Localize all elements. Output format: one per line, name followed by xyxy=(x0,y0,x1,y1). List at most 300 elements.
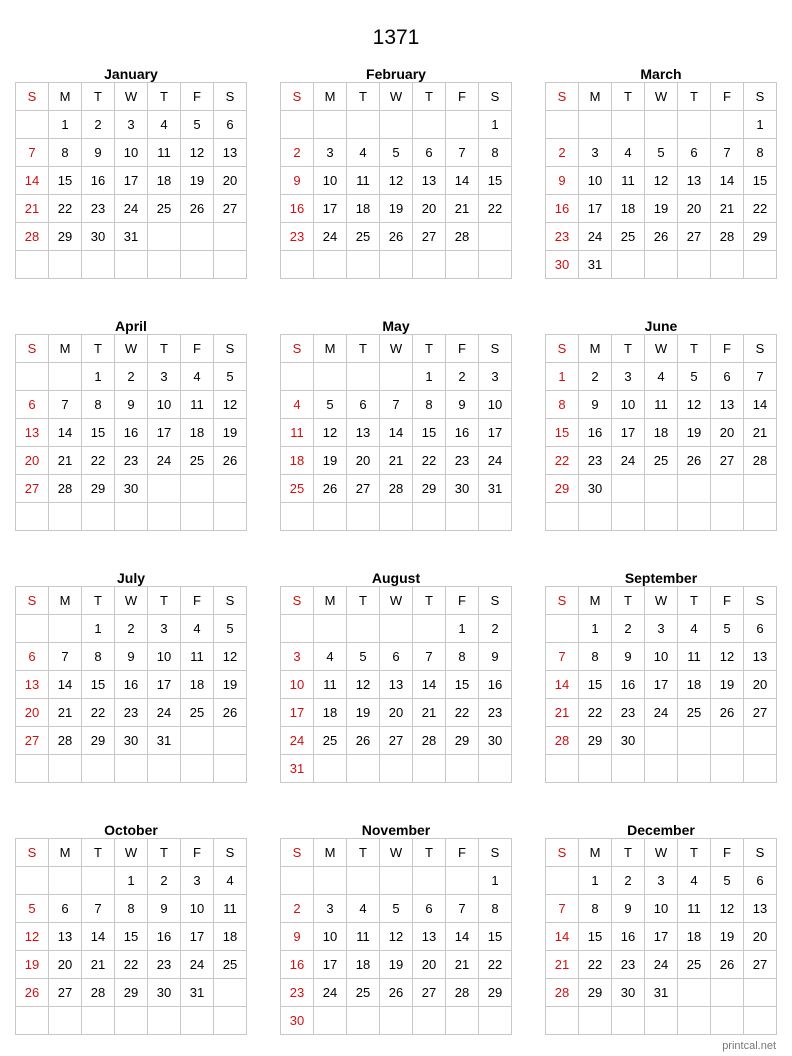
day-cell: 16 xyxy=(446,419,479,447)
day-cell: 1 xyxy=(446,615,479,643)
month-october xyxy=(15,820,247,1035)
day-cell: 5 xyxy=(678,363,711,391)
day-cell: 11 xyxy=(347,167,380,195)
week-row xyxy=(281,139,512,167)
week-row xyxy=(16,867,247,895)
empty-cell xyxy=(479,251,512,279)
weekday-header: S xyxy=(281,587,314,615)
day-cell: 10 xyxy=(579,167,612,195)
empty-cell xyxy=(380,111,413,139)
empty-cell xyxy=(612,251,645,279)
month-table xyxy=(15,82,247,279)
empty-cell xyxy=(380,503,413,531)
empty-cell xyxy=(579,111,612,139)
weekday-header-row xyxy=(546,83,777,111)
day-cell: 19 xyxy=(314,447,347,475)
weekday-header: T xyxy=(413,587,446,615)
empty-cell xyxy=(214,755,247,783)
day-cell: 21 xyxy=(546,951,579,979)
empty-cell xyxy=(181,727,214,755)
week-row xyxy=(16,503,247,531)
week-row xyxy=(16,895,247,923)
month-name: June xyxy=(644,318,678,334)
week-row xyxy=(16,391,247,419)
weekday-header: S xyxy=(479,587,512,615)
week-row xyxy=(546,615,777,643)
day-cell: 12 xyxy=(181,139,214,167)
day-cell: 22 xyxy=(115,951,148,979)
weekday-header: W xyxy=(380,335,413,363)
day-cell: 2 xyxy=(479,615,512,643)
weekday-header: M xyxy=(314,83,347,111)
day-cell: 25 xyxy=(347,979,380,1007)
day-cell: 1 xyxy=(579,867,612,895)
empty-cell xyxy=(281,867,314,895)
empty-cell xyxy=(82,867,115,895)
day-cell: 30 xyxy=(579,475,612,503)
empty-cell xyxy=(214,503,247,531)
day-cell: 30 xyxy=(281,1007,314,1035)
day-cell: 19 xyxy=(678,419,711,447)
week-row xyxy=(16,755,247,783)
day-cell: 29 xyxy=(446,727,479,755)
day-cell: 9 xyxy=(479,643,512,671)
weekday-header: S xyxy=(16,587,49,615)
weekday-header: T xyxy=(678,839,711,867)
day-cell: 13 xyxy=(413,923,446,951)
day-cell: 29 xyxy=(579,979,612,1007)
empty-cell xyxy=(347,503,380,531)
day-cell: 10 xyxy=(148,643,181,671)
day-cell: 20 xyxy=(744,923,777,951)
week-row xyxy=(281,167,512,195)
empty-cell xyxy=(49,363,82,391)
day-cell: 31 xyxy=(181,979,214,1007)
day-cell: 9 xyxy=(281,167,314,195)
day-cell: 10 xyxy=(281,671,314,699)
empty-cell xyxy=(612,1007,645,1035)
day-cell: 3 xyxy=(579,139,612,167)
weekday-header: S xyxy=(744,587,777,615)
day-cell: 24 xyxy=(645,699,678,727)
weekday-header: S xyxy=(479,839,512,867)
weekday-header: T xyxy=(612,839,645,867)
week-row xyxy=(546,643,777,671)
day-cell: 16 xyxy=(115,419,148,447)
day-cell: 28 xyxy=(744,447,777,475)
day-cell: 26 xyxy=(181,195,214,223)
weekday-header: S xyxy=(546,839,579,867)
empty-cell xyxy=(446,867,479,895)
day-cell: 1 xyxy=(479,867,512,895)
empty-cell xyxy=(612,755,645,783)
empty-cell xyxy=(181,223,214,251)
day-cell: 22 xyxy=(479,951,512,979)
day-cell: 7 xyxy=(546,643,579,671)
day-cell: 11 xyxy=(612,167,645,195)
day-cell: 16 xyxy=(115,671,148,699)
day-cell: 2 xyxy=(281,895,314,923)
week-row xyxy=(16,1007,247,1035)
day-cell: 27 xyxy=(744,699,777,727)
day-cell: 30 xyxy=(546,251,579,279)
day-cell: 25 xyxy=(314,727,347,755)
weekday-header: W xyxy=(645,83,678,111)
empty-cell xyxy=(645,111,678,139)
weekday-header: S xyxy=(281,83,314,111)
weekday-header: M xyxy=(49,335,82,363)
weekday-header: M xyxy=(314,839,347,867)
day-cell: 28 xyxy=(546,979,579,1007)
day-cell: 12 xyxy=(16,923,49,951)
weekday-header: W xyxy=(115,335,148,363)
day-cell: 16 xyxy=(546,195,579,223)
day-cell: 24 xyxy=(314,223,347,251)
day-cell: 26 xyxy=(214,699,247,727)
day-cell: 3 xyxy=(612,363,645,391)
day-cell: 6 xyxy=(380,643,413,671)
weekday-header: F xyxy=(181,335,214,363)
day-cell: 17 xyxy=(115,167,148,195)
day-cell: 24 xyxy=(181,951,214,979)
day-cell: 18 xyxy=(181,671,214,699)
day-cell: 1 xyxy=(479,111,512,139)
weekday-header: T xyxy=(347,335,380,363)
day-cell: 13 xyxy=(413,167,446,195)
day-cell: 27 xyxy=(16,727,49,755)
day-cell: 5 xyxy=(181,111,214,139)
day-cell: 22 xyxy=(579,699,612,727)
day-cell: 18 xyxy=(214,923,247,951)
month-name: July xyxy=(116,570,145,586)
day-cell: 19 xyxy=(380,195,413,223)
empty-cell xyxy=(82,251,115,279)
weekday-header: T xyxy=(413,83,446,111)
day-cell: 30 xyxy=(612,979,645,1007)
day-cell: 3 xyxy=(645,615,678,643)
empty-cell xyxy=(214,979,247,1007)
week-row xyxy=(546,503,777,531)
day-cell: 15 xyxy=(546,419,579,447)
week-row xyxy=(546,251,777,279)
day-cell: 5 xyxy=(314,391,347,419)
empty-cell xyxy=(314,1007,347,1035)
day-cell: 18 xyxy=(678,923,711,951)
day-cell: 31 xyxy=(148,727,181,755)
empty-cell xyxy=(380,615,413,643)
day-cell: 13 xyxy=(711,391,744,419)
month-june xyxy=(545,316,777,531)
day-cell: 4 xyxy=(645,363,678,391)
month-name: March xyxy=(640,66,682,82)
empty-cell xyxy=(612,475,645,503)
week-row xyxy=(546,391,777,419)
month-name: April xyxy=(115,318,147,334)
day-cell: 20 xyxy=(16,447,49,475)
month-name: October xyxy=(104,822,158,838)
day-cell: 24 xyxy=(479,447,512,475)
week-row xyxy=(281,223,512,251)
week-row xyxy=(546,223,777,251)
day-cell: 22 xyxy=(479,195,512,223)
weekday-header: M xyxy=(579,83,612,111)
empty-cell xyxy=(16,251,49,279)
day-cell: 7 xyxy=(446,895,479,923)
week-row xyxy=(16,727,247,755)
empty-cell xyxy=(148,755,181,783)
weekday-header: T xyxy=(82,839,115,867)
day-cell: 20 xyxy=(380,699,413,727)
weekday-header-row xyxy=(16,335,247,363)
day-cell: 9 xyxy=(115,391,148,419)
weekday-header: M xyxy=(579,587,612,615)
day-cell: 11 xyxy=(347,923,380,951)
day-cell: 30 xyxy=(612,727,645,755)
weekday-header: S xyxy=(744,83,777,111)
day-cell: 20 xyxy=(711,419,744,447)
empty-cell xyxy=(347,1007,380,1035)
day-cell: 31 xyxy=(115,223,148,251)
day-cell: 21 xyxy=(446,195,479,223)
month-table xyxy=(15,334,247,531)
month-table xyxy=(280,334,512,531)
day-cell: 28 xyxy=(49,475,82,503)
month-name: August xyxy=(371,570,421,586)
day-cell: 9 xyxy=(446,391,479,419)
week-row xyxy=(281,195,512,223)
empty-cell xyxy=(546,1007,579,1035)
day-cell: 4 xyxy=(148,111,181,139)
weekday-header: T xyxy=(148,587,181,615)
empty-cell xyxy=(82,503,115,531)
day-cell: 16 xyxy=(281,951,314,979)
day-cell: 16 xyxy=(612,923,645,951)
month-november xyxy=(280,820,512,1035)
week-row xyxy=(546,139,777,167)
day-cell: 3 xyxy=(479,363,512,391)
day-cell: 8 xyxy=(479,139,512,167)
day-cell: 8 xyxy=(413,391,446,419)
empty-cell xyxy=(214,475,247,503)
week-row xyxy=(16,923,247,951)
empty-cell xyxy=(49,867,82,895)
week-row xyxy=(16,139,247,167)
day-cell: 26 xyxy=(16,979,49,1007)
empty-cell xyxy=(446,251,479,279)
week-row xyxy=(546,727,777,755)
day-cell: 12 xyxy=(314,419,347,447)
day-cell: 24 xyxy=(281,727,314,755)
weekday-header: T xyxy=(612,83,645,111)
empty-cell xyxy=(678,251,711,279)
day-cell: 20 xyxy=(744,671,777,699)
empty-cell xyxy=(380,1007,413,1035)
week-row xyxy=(281,419,512,447)
day-cell: 19 xyxy=(214,419,247,447)
empty-cell xyxy=(711,979,744,1007)
weekday-header: W xyxy=(380,587,413,615)
day-cell: 2 xyxy=(579,363,612,391)
day-cell: 17 xyxy=(612,419,645,447)
weekday-header: F xyxy=(181,839,214,867)
day-cell: 29 xyxy=(413,475,446,503)
empty-cell xyxy=(148,1007,181,1035)
day-cell: 11 xyxy=(281,419,314,447)
empty-cell xyxy=(49,755,82,783)
weekday-header: W xyxy=(115,83,148,111)
month-table xyxy=(15,838,247,1035)
week-row xyxy=(16,167,247,195)
weekday-header: M xyxy=(579,839,612,867)
week-row xyxy=(281,503,512,531)
day-cell: 3 xyxy=(148,615,181,643)
day-cell: 8 xyxy=(744,139,777,167)
weekday-header: T xyxy=(413,839,446,867)
weekday-header: S xyxy=(744,839,777,867)
weekday-header-row xyxy=(546,839,777,867)
weekday-header: T xyxy=(678,587,711,615)
empty-cell xyxy=(645,1007,678,1035)
week-row xyxy=(546,167,777,195)
empty-cell xyxy=(744,1007,777,1035)
day-cell: 1 xyxy=(413,363,446,391)
day-cell: 26 xyxy=(380,979,413,1007)
day-cell: 7 xyxy=(546,895,579,923)
day-cell: 21 xyxy=(49,447,82,475)
empty-cell xyxy=(49,1007,82,1035)
day-cell: 15 xyxy=(446,671,479,699)
day-cell: 14 xyxy=(49,419,82,447)
day-cell: 13 xyxy=(16,419,49,447)
empty-cell xyxy=(148,251,181,279)
weekday-header: S xyxy=(214,587,247,615)
weekday-header: T xyxy=(612,335,645,363)
day-cell: 7 xyxy=(446,139,479,167)
day-cell: 28 xyxy=(446,979,479,1007)
day-cell: 4 xyxy=(214,867,247,895)
day-cell: 15 xyxy=(479,167,512,195)
weekday-header: W xyxy=(645,335,678,363)
day-cell: 8 xyxy=(82,391,115,419)
day-cell: 27 xyxy=(214,195,247,223)
day-cell: 12 xyxy=(347,671,380,699)
week-row xyxy=(546,419,777,447)
day-cell: 17 xyxy=(314,951,347,979)
empty-cell xyxy=(181,475,214,503)
day-cell: 14 xyxy=(446,167,479,195)
month-name: February xyxy=(366,66,426,82)
empty-cell xyxy=(49,503,82,531)
month-may xyxy=(280,316,512,531)
empty-cell xyxy=(546,503,579,531)
week-row xyxy=(281,615,512,643)
footer-credit: printcal.net xyxy=(722,1040,776,1052)
weekday-header: F xyxy=(711,587,744,615)
weekday-header: S xyxy=(16,83,49,111)
day-cell: 23 xyxy=(579,447,612,475)
day-cell: 24 xyxy=(612,447,645,475)
day-cell: 18 xyxy=(347,951,380,979)
empty-cell xyxy=(413,251,446,279)
weekday-header-row xyxy=(546,335,777,363)
empty-cell xyxy=(579,503,612,531)
day-cell: 14 xyxy=(82,923,115,951)
weekday-header: W xyxy=(115,587,148,615)
weekday-header: S xyxy=(214,83,247,111)
day-cell: 28 xyxy=(380,475,413,503)
month-table xyxy=(15,586,247,783)
day-cell: 29 xyxy=(579,727,612,755)
empty-cell xyxy=(446,111,479,139)
week-row xyxy=(546,895,777,923)
day-cell: 29 xyxy=(744,223,777,251)
day-cell: 18 xyxy=(281,447,314,475)
empty-cell xyxy=(678,111,711,139)
day-cell: 25 xyxy=(281,475,314,503)
day-cell: 23 xyxy=(82,195,115,223)
day-cell: 17 xyxy=(148,671,181,699)
weekday-header: S xyxy=(281,839,314,867)
month-table xyxy=(545,334,777,531)
day-cell: 31 xyxy=(479,475,512,503)
empty-cell xyxy=(711,251,744,279)
month-name: January xyxy=(104,66,158,82)
weekday-header: F xyxy=(446,587,479,615)
week-row xyxy=(281,447,512,475)
day-cell: 13 xyxy=(49,923,82,951)
day-cell: 16 xyxy=(82,167,115,195)
day-cell: 27 xyxy=(49,979,82,1007)
empty-cell xyxy=(214,223,247,251)
day-cell: 22 xyxy=(579,951,612,979)
day-cell: 17 xyxy=(645,923,678,951)
day-cell: 2 xyxy=(115,363,148,391)
empty-cell xyxy=(115,503,148,531)
empty-cell xyxy=(678,1007,711,1035)
week-row xyxy=(16,951,247,979)
empty-cell xyxy=(711,503,744,531)
day-cell: 3 xyxy=(181,867,214,895)
weekday-header: S xyxy=(281,335,314,363)
empty-cell xyxy=(446,503,479,531)
day-cell: 30 xyxy=(479,727,512,755)
weekday-header-row xyxy=(16,83,247,111)
weekday-header: M xyxy=(579,335,612,363)
day-cell: 16 xyxy=(479,671,512,699)
month-table xyxy=(545,838,777,1035)
empty-cell xyxy=(678,475,711,503)
day-cell: 6 xyxy=(413,895,446,923)
day-cell: 11 xyxy=(314,671,347,699)
day-cell: 19 xyxy=(347,699,380,727)
empty-cell xyxy=(546,755,579,783)
day-cell: 3 xyxy=(314,895,347,923)
week-row xyxy=(546,755,777,783)
empty-cell xyxy=(314,615,347,643)
day-cell: 5 xyxy=(214,363,247,391)
day-cell: 27 xyxy=(16,475,49,503)
day-cell: 27 xyxy=(413,979,446,1007)
empty-cell xyxy=(148,475,181,503)
day-cell: 15 xyxy=(744,167,777,195)
day-cell: 28 xyxy=(16,223,49,251)
day-cell: 26 xyxy=(380,223,413,251)
empty-cell xyxy=(314,755,347,783)
day-cell: 8 xyxy=(579,895,612,923)
day-cell: 15 xyxy=(413,419,446,447)
day-cell: 17 xyxy=(181,923,214,951)
day-cell: 4 xyxy=(347,139,380,167)
